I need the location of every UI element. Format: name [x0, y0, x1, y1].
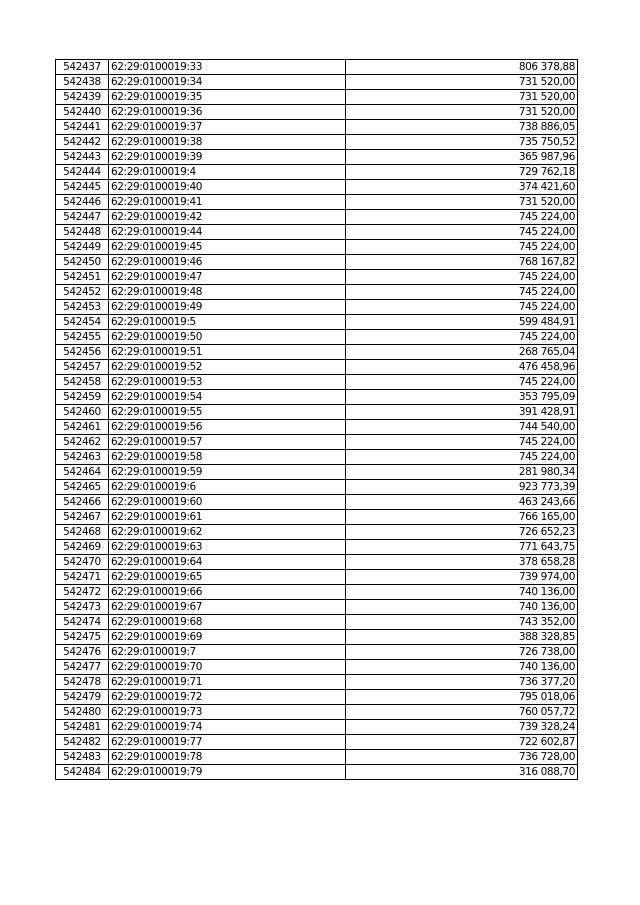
cadastral-value-cell: 726 652,23 — [346, 525, 578, 540]
row-id-cell: 542479 — [56, 690, 109, 705]
table-row — [56, 210, 578, 225]
cadastral-number-cell: 62:29:0100019:69 — [109, 630, 346, 645]
row-id-cell: 542453 — [56, 300, 109, 315]
cadastral-value-cell: 740 136,00 — [346, 585, 578, 600]
cadastral-value-cell: 476 458,96 — [346, 360, 578, 375]
table-row — [56, 735, 578, 750]
table-row — [56, 120, 578, 135]
cadastral-value-cell: 281 980,34 — [346, 465, 578, 480]
row-id-cell: 542470 — [56, 555, 109, 570]
table-row — [56, 345, 578, 360]
cadastral-number-cell: 62:29:0100019:5 — [109, 315, 346, 330]
table-row — [56, 510, 578, 525]
row-id-cell: 542438 — [56, 75, 109, 90]
table-row — [56, 150, 578, 165]
cadastral-number-cell: 62:29:0100019:68 — [109, 615, 346, 630]
row-id-cell: 542459 — [56, 390, 109, 405]
row-id-cell: 542451 — [56, 270, 109, 285]
cadastral-value-cell: 736 377,20 — [346, 675, 578, 690]
table-row — [56, 585, 578, 600]
cadastral-value-cell: 736 728,00 — [346, 750, 578, 765]
table-row — [56, 390, 578, 405]
row-id-cell: 542466 — [56, 495, 109, 510]
row-id-cell: 542458 — [56, 375, 109, 390]
table-row — [56, 270, 578, 285]
cadastral-number-cell: 62:29:0100019:46 — [109, 255, 346, 270]
cadastral-number-cell: 62:29:0100019:50 — [109, 330, 346, 345]
row-id-cell: 542484 — [56, 765, 109, 780]
table-row — [56, 225, 578, 240]
cadastral-value-cell: 760 057,72 — [346, 705, 578, 720]
row-id-cell: 542447 — [56, 210, 109, 225]
cadastral-value-cell: 768 167,82 — [346, 255, 578, 270]
cadastral-number-cell: 62:29:0100019:73 — [109, 705, 346, 720]
cadastral-value-cell: 745 224,00 — [346, 300, 578, 315]
row-id-cell: 542461 — [56, 420, 109, 435]
row-id-cell: 542437 — [56, 60, 109, 75]
row-id-cell: 542456 — [56, 345, 109, 360]
table-row — [56, 555, 578, 570]
table-row — [56, 600, 578, 615]
table-row — [56, 495, 578, 510]
cadastral-number-cell: 62:29:0100019:42 — [109, 210, 346, 225]
row-id-cell: 542441 — [56, 120, 109, 135]
row-id-cell: 542478 — [56, 675, 109, 690]
row-id-cell: 542448 — [56, 225, 109, 240]
cadastral-value-cell: 740 136,00 — [346, 660, 578, 675]
row-id-cell: 542440 — [56, 105, 109, 120]
row-id-cell: 542446 — [56, 195, 109, 210]
table-row — [56, 375, 578, 390]
cadastral-number-cell: 62:29:0100019:54 — [109, 390, 346, 405]
cadastral-value-cell: 740 136,00 — [346, 600, 578, 615]
cadastral-number-cell: 62:29:0100019:62 — [109, 525, 346, 540]
cadastral-number-cell: 62:29:0100019:56 — [109, 420, 346, 435]
cadastral-number-cell: 62:29:0100019:7 — [109, 645, 346, 660]
cadastral-value-cell: 806 378,88 — [346, 60, 578, 75]
cadastral-number-cell: 62:29:0100019:51 — [109, 345, 346, 360]
cadastral-value-cell: 745 224,00 — [346, 450, 578, 465]
row-id-cell: 542443 — [56, 150, 109, 165]
table-row — [56, 705, 578, 720]
cadastral-value-cell: 745 224,00 — [346, 285, 578, 300]
cadastral-number-cell: 62:29:0100019:55 — [109, 405, 346, 420]
table-body — [56, 60, 578, 780]
cadastral-value-cell: 739 974,00 — [346, 570, 578, 585]
table-row — [56, 615, 578, 630]
cadastral-number-cell: 62:29:0100019:78 — [109, 750, 346, 765]
cadastral-number-cell: 62:29:0100019:39 — [109, 150, 346, 165]
row-id-cell: 542452 — [56, 285, 109, 300]
table-row — [56, 630, 578, 645]
table-row — [56, 330, 578, 345]
row-id-cell: 542474 — [56, 615, 109, 630]
row-id-cell: 542472 — [56, 585, 109, 600]
cadastral-number-cell: 62:29:0100019:59 — [109, 465, 346, 480]
row-id-cell: 542445 — [56, 180, 109, 195]
row-id-cell: 542444 — [56, 165, 109, 180]
cadastral-number-cell: 62:29:0100019:61 — [109, 510, 346, 525]
table-row — [56, 765, 578, 780]
cadastral-number-cell: 62:29:0100019:57 — [109, 435, 346, 450]
table-row — [56, 165, 578, 180]
cadastral-value-table — [55, 59, 578, 780]
cadastral-number-cell: 62:29:0100019:60 — [109, 495, 346, 510]
cadastral-value-cell: 745 224,00 — [346, 375, 578, 390]
table-row — [56, 285, 578, 300]
cadastral-value-cell: 739 328,24 — [346, 720, 578, 735]
table-row — [56, 750, 578, 765]
table-row — [56, 420, 578, 435]
table-row — [56, 240, 578, 255]
cadastral-value-cell: 365 987,96 — [346, 150, 578, 165]
table-row — [56, 645, 578, 660]
cadastral-number-cell: 62:29:0100019:52 — [109, 360, 346, 375]
cadastral-value-cell: 268 765,04 — [346, 345, 578, 360]
cadastral-number-cell: 62:29:0100019:4 — [109, 165, 346, 180]
cadastral-number-cell: 62:29:0100019:47 — [109, 270, 346, 285]
cadastral-value-cell: 745 224,00 — [346, 270, 578, 285]
table-row — [56, 315, 578, 330]
row-id-cell: 542462 — [56, 435, 109, 450]
cadastral-value-cell: 731 520,00 — [346, 105, 578, 120]
cadastral-number-cell: 62:29:0100019:71 — [109, 675, 346, 690]
row-id-cell: 542476 — [56, 645, 109, 660]
row-id-cell: 542473 — [56, 600, 109, 615]
table-row — [56, 300, 578, 315]
row-id-cell: 542460 — [56, 405, 109, 420]
row-id-cell: 542468 — [56, 525, 109, 540]
table-row — [56, 720, 578, 735]
cadastral-number-cell: 62:29:0100019:66 — [109, 585, 346, 600]
cadastral-value-cell: 923 773,39 — [346, 480, 578, 495]
cadastral-value-cell: 744 540,00 — [346, 420, 578, 435]
row-id-cell: 542454 — [56, 315, 109, 330]
cadastral-number-cell: 62:29:0100019:44 — [109, 225, 346, 240]
row-id-cell: 542439 — [56, 90, 109, 105]
row-id-cell: 542469 — [56, 540, 109, 555]
cadastral-number-cell: 62:29:0100019:35 — [109, 90, 346, 105]
cadastral-number-cell: 62:29:0100019:53 — [109, 375, 346, 390]
cadastral-number-cell: 62:29:0100019:67 — [109, 600, 346, 615]
cadastral-number-cell: 62:29:0100019:77 — [109, 735, 346, 750]
row-id-cell: 542483 — [56, 750, 109, 765]
row-id-cell: 542465 — [56, 480, 109, 495]
cadastral-value-cell: 731 520,00 — [346, 75, 578, 90]
cadastral-number-cell: 62:29:0100019:6 — [109, 480, 346, 495]
cadastral-number-cell: 62:29:0100019:63 — [109, 540, 346, 555]
cadastral-number-cell: 62:29:0100019:34 — [109, 75, 346, 90]
table-row — [56, 405, 578, 420]
cadastral-value-cell: 745 224,00 — [346, 240, 578, 255]
cadastral-value-cell: 743 352,00 — [346, 615, 578, 630]
table-row — [56, 690, 578, 705]
cadastral-number-cell: 62:29:0100019:48 — [109, 285, 346, 300]
cadastral-number-cell: 62:29:0100019:33 — [109, 60, 346, 75]
table-row — [56, 360, 578, 375]
row-id-cell: 542480 — [56, 705, 109, 720]
cadastral-value-cell: 735 750,52 — [346, 135, 578, 150]
row-id-cell: 542481 — [56, 720, 109, 735]
table-row — [56, 75, 578, 90]
table-row — [56, 435, 578, 450]
cadastral-value-cell: 745 224,00 — [346, 330, 578, 345]
cadastral-number-cell: 62:29:0100019:65 — [109, 570, 346, 585]
cadastral-value-cell: 771 643,75 — [346, 540, 578, 555]
cadastral-number-cell: 62:29:0100019:70 — [109, 660, 346, 675]
table-row — [56, 60, 578, 75]
cadastral-value-cell: 745 224,00 — [346, 225, 578, 240]
row-id-cell: 542467 — [56, 510, 109, 525]
cadastral-value-cell: 766 165,00 — [346, 510, 578, 525]
table-row — [56, 660, 578, 675]
row-id-cell: 542442 — [56, 135, 109, 150]
table-row — [56, 465, 578, 480]
cadastral-value-cell: 378 658,28 — [346, 555, 578, 570]
row-id-cell: 542449 — [56, 240, 109, 255]
row-id-cell: 542464 — [56, 465, 109, 480]
cadastral-value-cell: 388 328,85 — [346, 630, 578, 645]
cadastral-number-cell: 62:29:0100019:79 — [109, 765, 346, 780]
cadastral-number-cell: 62:29:0100019:41 — [109, 195, 346, 210]
table-row — [56, 255, 578, 270]
cadastral-value-cell: 738 886,05 — [346, 120, 578, 135]
table-row — [56, 570, 578, 585]
row-id-cell: 542463 — [56, 450, 109, 465]
table-row — [56, 180, 578, 195]
cadastral-number-cell: 62:29:0100019:37 — [109, 120, 346, 135]
row-id-cell: 542482 — [56, 735, 109, 750]
cadastral-value-cell: 599 484,91 — [346, 315, 578, 330]
cadastral-number-cell: 62:29:0100019:36 — [109, 105, 346, 120]
row-id-cell: 542477 — [56, 660, 109, 675]
table-row — [56, 90, 578, 105]
cadastral-number-cell: 62:29:0100019:45 — [109, 240, 346, 255]
table-row — [56, 540, 578, 555]
cadastral-value-cell: 353 795,09 — [346, 390, 578, 405]
row-id-cell: 542471 — [56, 570, 109, 585]
cadastral-value-cell: 374 421,60 — [346, 180, 578, 195]
row-id-cell: 542457 — [56, 360, 109, 375]
table-row — [56, 525, 578, 540]
cadastral-number-cell: 62:29:0100019:72 — [109, 690, 346, 705]
cadastral-value-cell: 463 243,66 — [346, 495, 578, 510]
cadastral-number-cell: 62:29:0100019:64 — [109, 555, 346, 570]
table-row — [56, 675, 578, 690]
cadastral-value-cell: 731 520,00 — [346, 90, 578, 105]
cadastral-number-cell: 62:29:0100019:74 — [109, 720, 346, 735]
table-row — [56, 105, 578, 120]
cadastral-number-cell: 62:29:0100019:38 — [109, 135, 346, 150]
cadastral-value-cell: 745 224,00 — [346, 435, 578, 450]
cadastral-value-cell: 726 738,00 — [346, 645, 578, 660]
cadastral-number-cell: 62:29:0100019:40 — [109, 180, 346, 195]
cadastral-value-cell: 729 762,18 — [346, 165, 578, 180]
cadastral-number-cell: 62:29:0100019:49 — [109, 300, 346, 315]
row-id-cell: 542455 — [56, 330, 109, 345]
table-row — [56, 195, 578, 210]
cadastral-value-cell: 391 428,91 — [346, 405, 578, 420]
cadastral-value-cell: 731 520,00 — [346, 195, 578, 210]
row-id-cell: 542450 — [56, 255, 109, 270]
table-row — [56, 480, 578, 495]
cadastral-value-cell: 795 018,06 — [346, 690, 578, 705]
cadastral-value-cell: 316 088,70 — [346, 765, 578, 780]
row-id-cell: 542475 — [56, 630, 109, 645]
cadastral-number-cell: 62:29:0100019:58 — [109, 450, 346, 465]
table-row — [56, 135, 578, 150]
cadastral-value-cell: 722 602,87 — [346, 735, 578, 750]
cadastral-value-cell: 745 224,00 — [346, 210, 578, 225]
table-row — [56, 450, 578, 465]
